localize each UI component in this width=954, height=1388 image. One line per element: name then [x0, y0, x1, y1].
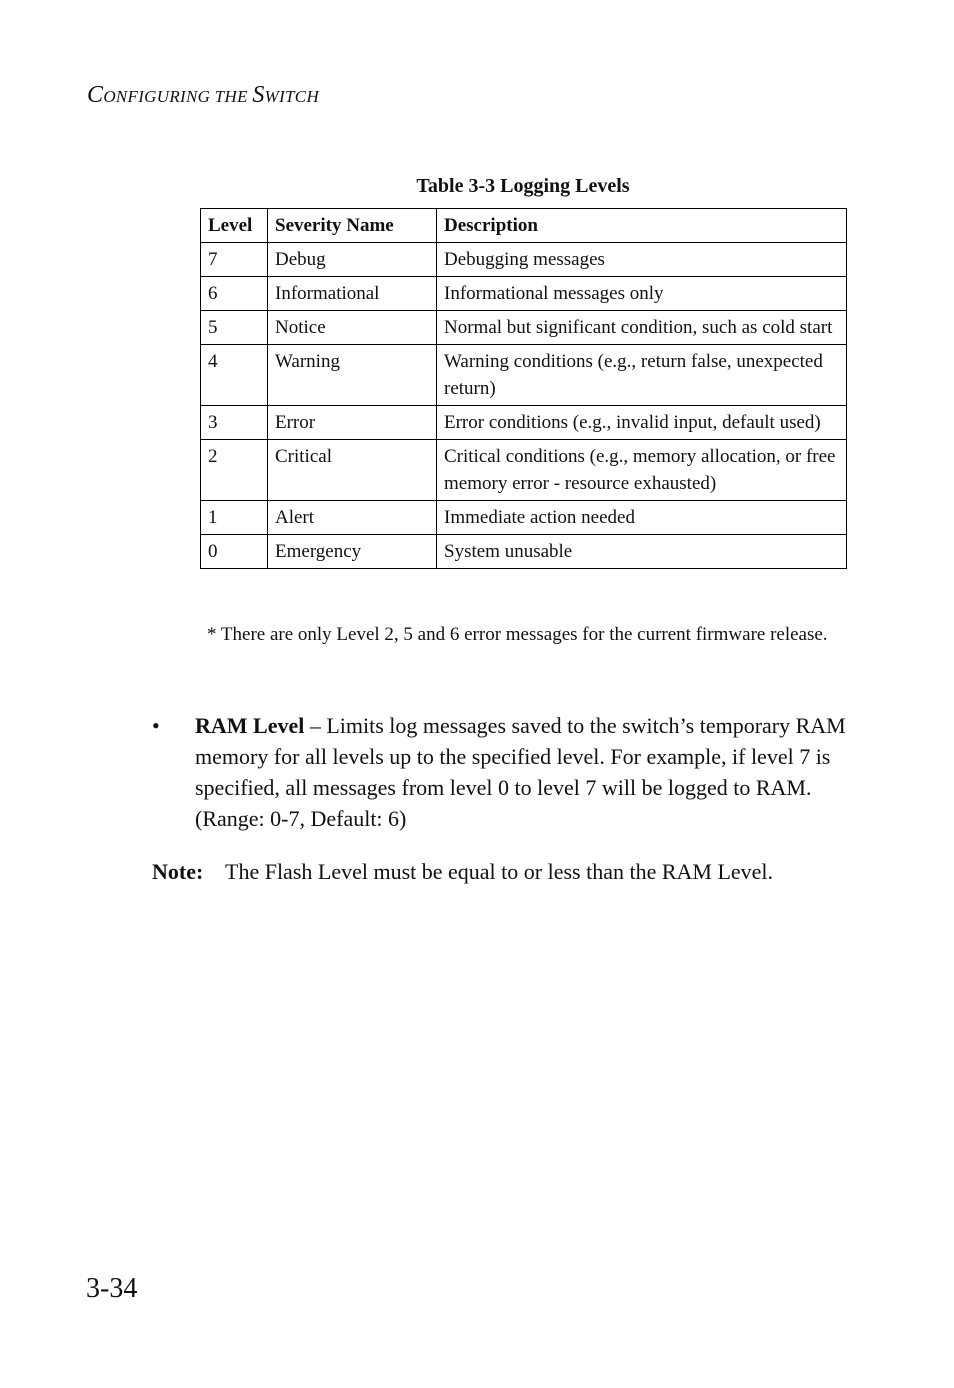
header-text-1: ONFIGURING THE [103, 87, 253, 106]
cell-description: Immediate action needed [437, 501, 847, 535]
ram-level-bullet [152, 710, 852, 834]
cell-severity-name: Notice [268, 311, 437, 345]
cell-level: 5 [201, 311, 268, 345]
page-number: 3-34 [86, 1273, 138, 1304]
column-header-severity-name: Severity Name [268, 209, 437, 243]
cell-description: Error conditions (e.g., invalid input, default used) [437, 406, 847, 440]
running-header [87, 82, 319, 109]
cell-description: Normal but significant condition, such as cold start [437, 311, 847, 345]
cell-description: System unusable [437, 535, 847, 569]
cell-severity-name: Critical [268, 440, 437, 501]
cell-level: 4 [201, 345, 268, 406]
header-cap-c: C [87, 82, 104, 108]
cell-level: 2 [201, 440, 268, 501]
bullet-marker: • [152, 713, 160, 738]
table-row [201, 345, 847, 406]
cell-description: Informational messages only [437, 277, 847, 311]
table-header-row [201, 209, 847, 243]
table-row [201, 243, 847, 277]
cell-severity-name: Informational [268, 277, 437, 311]
table-footnote: * There are only Level 2, 5 and 6 error messages for the current firmware release. [207, 624, 828, 645]
cell-level: 6 [201, 277, 268, 311]
table-row [201, 440, 847, 501]
header-cap-s: S [252, 82, 265, 108]
cell-level: 3 [201, 406, 268, 440]
cell-description: Warning conditions (e.g., return false, unexpected return) [437, 345, 847, 406]
table-row [201, 501, 847, 535]
table-row [201, 535, 847, 569]
table-row [201, 311, 847, 345]
cell-severity-name: Alert [268, 501, 437, 535]
cell-severity-name: Emergency [268, 535, 437, 569]
note-text: The Flash Level must be equal to or less than the RAM Level. [225, 859, 774, 884]
table-caption: Table 3-3 Logging Levels [416, 175, 630, 197]
cell-level: 0 [201, 535, 268, 569]
column-header-description: Description [437, 209, 847, 243]
cell-description: Debugging messages [437, 243, 847, 277]
bullet-paragraph [195, 710, 852, 834]
cell-level: 1 [201, 501, 268, 535]
header-text-2: WITCH [264, 87, 320, 106]
cell-description: Critical conditions (e.g., memory allocation, or free memory error - resource exhausted) [437, 440, 847, 501]
table-row [201, 406, 847, 440]
bullet-description: – Limits log messages saved to the switch’s temporary RAM memory for all levels up to the specified level. For example, if level 7 is specified, all messages from level 0 to level 7 will be logged to RAM. (Range: 0-7, Default: 6) [195, 713, 846, 831]
table-row [201, 277, 847, 311]
bullet-term: RAM Level [195, 713, 305, 738]
logging-levels-table [200, 208, 847, 569]
cell-severity-name: Warning [268, 345, 437, 406]
cell-severity-name: Debug [268, 243, 437, 277]
column-header-level: Level [201, 209, 268, 243]
note-paragraph [152, 856, 852, 887]
cell-level: 7 [201, 243, 268, 277]
note-label: Note: [152, 859, 204, 884]
cell-severity-name: Error [268, 406, 437, 440]
